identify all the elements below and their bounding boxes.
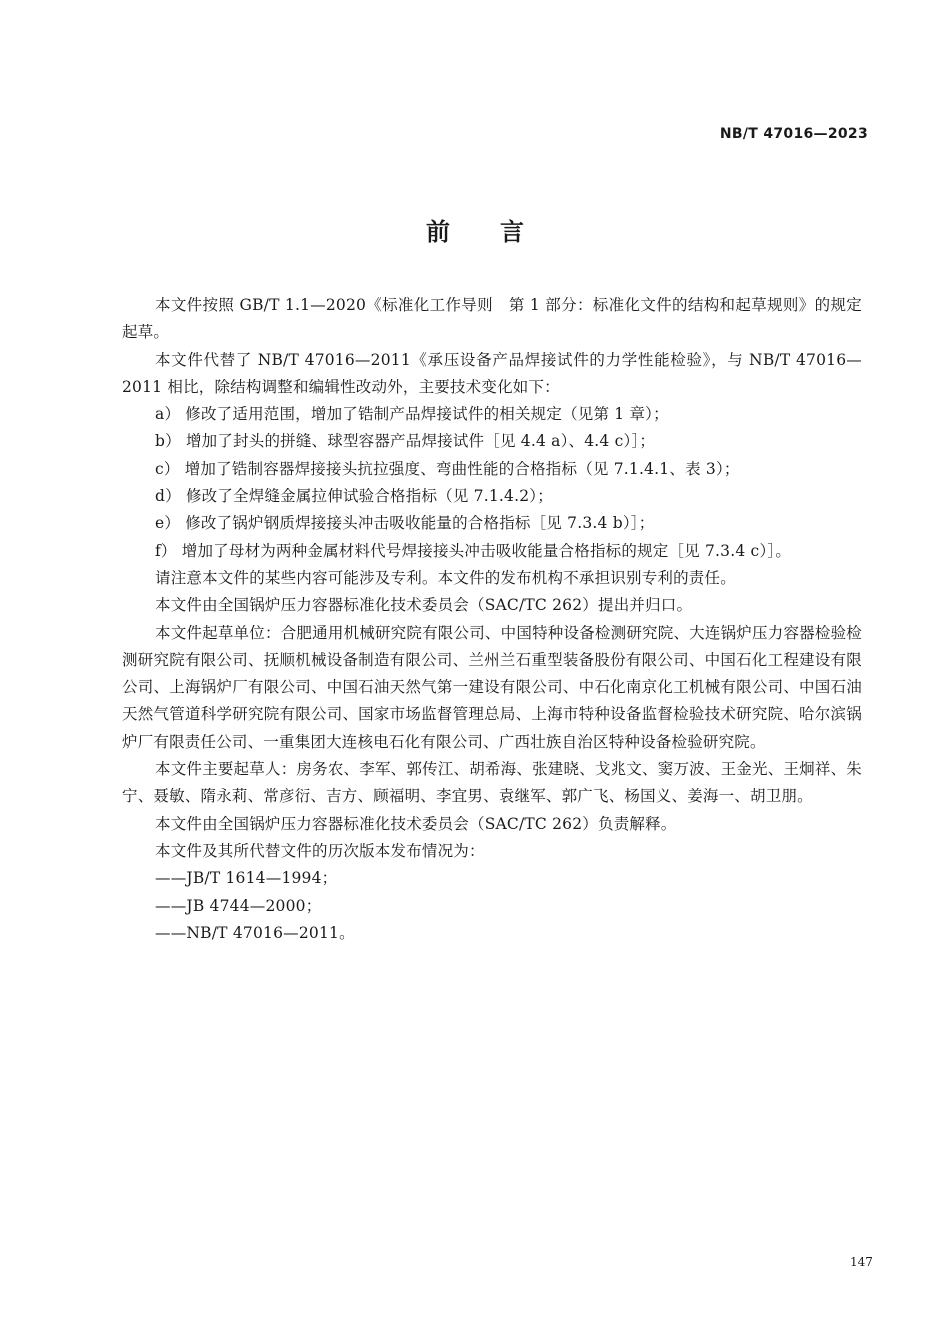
patent-notice: 请注意本文件的某些内容可能涉及专利。本文件的发布机构不承担识别专利的责任。 [155, 568, 736, 587]
change-item-b: b） 增加了封头的拼缝、球型容器产品焊接试件［见 4.4 a）、4.4 c）］； [155, 432, 656, 451]
interpreted-by-paragraph: 本文件由全国锅炉压力容器标准化技术委员会（SAC/TC 262）负责解释。 [155, 814, 677, 833]
history-item-1994: ——JB/T 1614—1994； [155, 869, 338, 888]
proposed-by-paragraph: 本文件由全国锅炉压力容器标准化技术委员会（SAC/TC 262）提出并归口。 [155, 596, 693, 615]
foreword-body [122, 292, 862, 947]
main-drafters-paragraph: 本文件主要起草人：房务农、李军、郭传江、胡希海、张建晓、戈兆文、窦万波、王金光、王炯祥、朱宁、聂敏、隋永莉、常彦衍、吉方、顾福明、李宜男、袁继军、郭广飞、杨国义、姜海一、胡卫朋。 [122, 760, 862, 806]
change-item-a: a） 修改了适用范围，增加了锆制产品焊接试件的相关规定（见第 1 章）； [155, 405, 669, 424]
history-item-2011: ——NB/T 47016—2011。 [155, 923, 355, 942]
page-number: 147 [850, 1255, 873, 1269]
drafting-units-paragraph: 本文件起草单位：合肥通用机械研究院有限公司、中国特种设备检测研究院、大连锅炉压力容器检验检测研究院有限公司、抚顺机械设备制造有限公司、兰州兰石重型装备股份有限公司、中国石化工程建设有限公司、上海锅炉厂有限公司、中国石油天然气第一建设有限公司、中石化南京化工机械有限公司、中国石油天然气管道科学研究院有限公司、国家市场监督管理总局、上海市特种设备监督检验技术研究院、哈尔滨锅炉厂有限责任公司、一重集团大连核电石化有限公司、广西壮族自治区特种设备检验研究院。 [122, 623, 862, 751]
page-title: 前言 [426, 218, 574, 246]
basis-paragraph: 本文件按照 GB/T 1.1—2020《标准化工作导则 第 1 部分：标准化文件的结构和起草规则》的规定起草。 [122, 296, 862, 342]
history-item-2000: ——JB 4744—2000； [155, 896, 322, 915]
change-item-f: f） 增加了母材为两种金属材料代号焊接接头冲击吸收能量合格指标的规定［见 7.3.4 c）］。 [155, 541, 792, 560]
change-item-d: d） 修改了全焊缝金属拉伸试验合格指标（见 7.1.4.2）； [155, 487, 553, 506]
change-item-e: e） 修改了锅炉钢质焊接接头冲击吸收能量的合格指标［见 7.3.4 b）］； [155, 514, 655, 533]
change-item-c: c） 增加了锆制容器焊接接头抗拉强度、弯曲性能的合格指标（见 7.1.4.1、表 3）； [155, 459, 740, 478]
replaces-paragraph: 本文件代替了 NB/T 47016—2011《承压设备产品焊接试件的力学性能检验》，与 NB/T 47016—2011 相比，除结构调整和编辑性改动外，主要技术变化如下： [122, 350, 862, 396]
standard-code: NB/T 47016—2023 [719, 126, 868, 142]
history-intro: 本文件及其所代替文件的历次版本发布情况为： [155, 841, 485, 860]
